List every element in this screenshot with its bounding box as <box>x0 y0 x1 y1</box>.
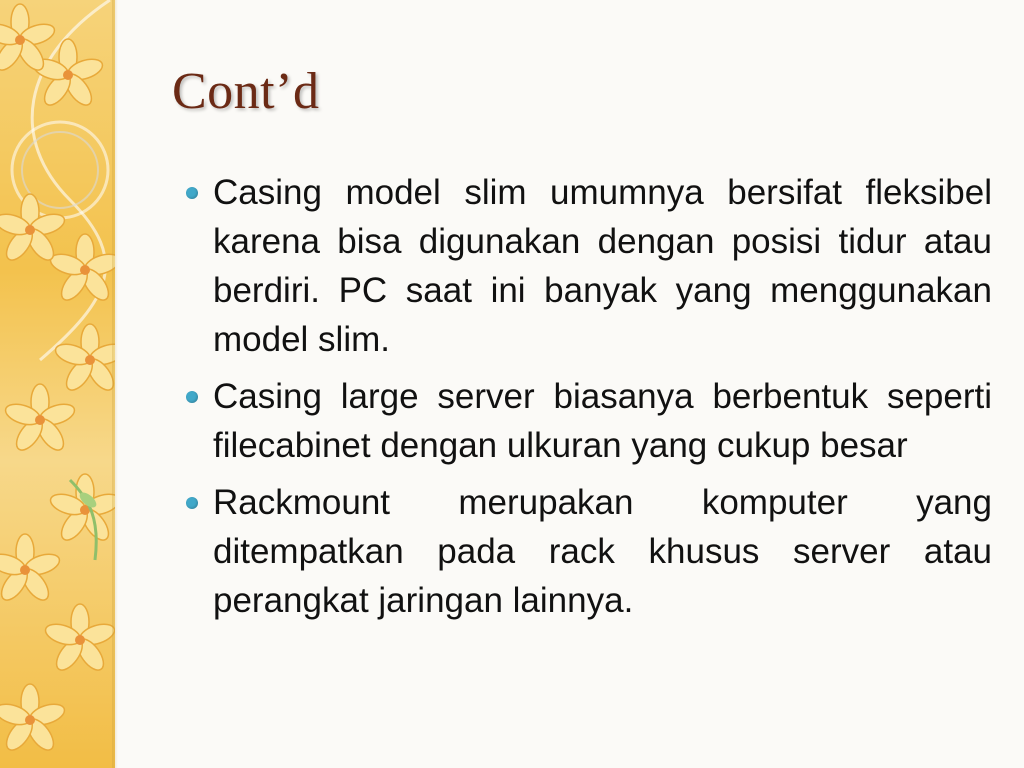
bullet-item <box>186 478 992 625</box>
bullet-dot-icon <box>186 497 198 509</box>
bullet-text: Casing model slim umumnya bersifat fleksibel karena bisa digunakan dengan posisi tidur atau berdiri. PC saat ini banyak yang menggunakan model slim. <box>213 173 992 359</box>
bullet-text: Casing large server biasanya berbentuk seperti filecabinet dengan ulkuran yang cukup besar <box>213 377 992 465</box>
bullet-dot-icon <box>186 391 198 403</box>
floral-pattern-icon <box>0 0 115 768</box>
bullet-list <box>186 168 992 633</box>
decorative-floral-strip <box>0 0 115 768</box>
strip-shadow-edge <box>112 0 118 768</box>
slide-title: Cont’d <box>172 63 320 120</box>
bullet-item <box>186 372 992 470</box>
bullet-dot-icon <box>186 187 198 199</box>
bullet-item <box>186 168 992 364</box>
bullet-text: Rackmount merupakan komputer yang ditempatkan pada rack khusus server atau perangkat jaringan lainnya. <box>213 483 992 620</box>
